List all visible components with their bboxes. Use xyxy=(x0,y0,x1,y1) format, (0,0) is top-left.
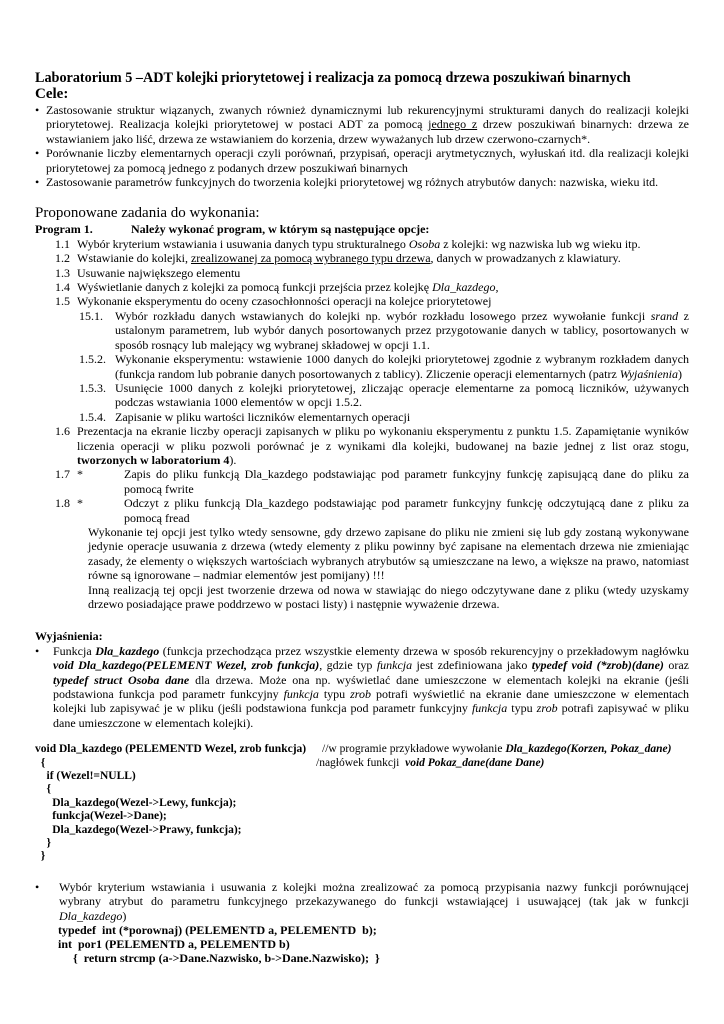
code-line: { xyxy=(35,783,52,796)
goals-heading: Cele: xyxy=(35,86,69,102)
code-line: funkcja(Wezel->Dane); xyxy=(35,810,167,823)
program-heading: Program 1. Należy wykonać program, w którym są następujące opcje: xyxy=(35,222,430,237)
option-note: Inną realizacją tej opcji jest tworzenie drzewa od nowa w stawiając do niego odczytywane dane z pliku (wtedy uzyskamy drzewo posiadające prawe poddrzewo w postaci listy) i następnie wyważenie drzewa. xyxy=(88,582,689,611)
code-line: Dla_kazdego(Wezel->Prawy, funkcja); xyxy=(35,823,242,836)
sub-option-item: 1.5.2. Wykonanie eksperymentu: wstawienie 1000 danych do kolejki priorytetowej zgodnie z wybranym rozkładem danych (funkcja random lub pobranie danych posortowanych z tablicy). Zliczenie operacji elementarnych (patrz Wyjaśnienia) xyxy=(79,352,689,381)
goal-item: • Zastosowanie struktur wiązanych, zwanych również dynamicznymi lub rekurencyjnymi strukturami danych do realizacji kolejki priorytetowej. Realizacja kolejki priorytetowej w postaci ADT za pomocą jednego z drzew poszukiwań binarnych: drzewa ze wstawianiem jako liść, drzewa ze wstawianiem do korzenia, drzew wyważanych lub drzew czerwono-czarnych*. xyxy=(35,103,689,146)
goals-list xyxy=(35,103,689,189)
bullet-icon: • xyxy=(35,643,40,658)
goal-item: • Porównanie liczby elementarnych operacji czyli porównań, przypisań, operacji arytmetycznych, wyłuskań itd. dla realizacji kolejki priorytetowej za pomocą jednego z podanych drzew poszukiwań binarnych xyxy=(35,146,689,175)
option-item: 1.2 Wstawianie do kolejki, zrealizowanej za pomocą wybranego typu drzewa, danych w prowadzanych z klawiatury. xyxy=(55,251,621,266)
code-comment: //w programie przykładowe wywołanie Dla_kazdego(Korzen, Pokaz_dane) xyxy=(322,743,672,756)
document-title: Laboratorium 5 –ADT kolejki priorytetowej i realizacja za pomocą drzewa poszukiwań binarnych xyxy=(35,70,631,86)
code-line: } xyxy=(35,836,52,849)
option-item: 1.6 Prezentacja na ekranie liczby operacji zapisanych w pliku po wykonaniu eksperymentu z punktu 1.5. Zapamiętanie wyników liczenia operacji w pliku pozwoli porównać je z wynikami dla kolejki, budowanej na bazie jednej z list oraz stogu, tworzonych w laboratorium 4). xyxy=(55,424,689,467)
sub-option-item: 1.5.3. Usunięcie 1000 danych z kolejki priorytetowej, zliczając operacje elementarne za pomocą liczników, używanych podczas wstawiania 1000 elementów w opcji 1.5.2. xyxy=(79,380,689,410)
code-line: if (Wezel!=NULL) xyxy=(35,770,136,783)
code-line: { return strcmp (a->Dane.Nazwisko, b->Dane.Nazwisko); } xyxy=(58,950,380,965)
code-line: void Dla_kazdego (PELEMENTD Wezel, zrob funkcja) //w programie przykładowe wywołanie Dla_kazdego(Korzen, Pokaz_dane) xyxy=(35,743,672,756)
bullet-icon: • xyxy=(35,146,40,161)
tasks-heading: Proponowane zadania do wykonania: xyxy=(35,205,260,222)
sub-option-item: 1.5.4. Zapisanie w pliku wartości liczników elementarnych operacji xyxy=(79,409,411,424)
option-item: 1.8 * Odczyt z pliku funkcją Dla_kazdego podstawiając pod parametr funkcyjny funkcję odczytującą dane z pliku za pomocą fread xyxy=(55,496,689,525)
underlined-text: jednego z xyxy=(428,117,478,132)
bullet-icon: • xyxy=(35,103,40,117)
code-line: { /nagłówek funkcji void Pokaz_dane(dane Dane) xyxy=(35,756,545,769)
explanation-item: • Funkcja Dla_kazdego (funkcja przechodząca przez wszystkie elementy drzewa w sposób rekurencyjny o przekładowym nagłówku void Dla_kazdego(PELEMENT Wezel, zrob funkcja), gdzie typ funkcja jest zdefiniowana jako typedef void (*zrob)(dane) oraz typedef struct Osoba dane dla drzewa. Może ona np. wyświetlać dane umieszczone w elementach kolejki na ekranie (jeśli podstawiona funkcja pod parametr funkcyjny funkcja typu zrob potrafi wyświetlić na ekranie dane umieszczone w elementach kolejki lub zapisywać je w pliku (jeśli podstawiona funkcja pod parametr funkcyjny funkcja typu zrob potrafi zapisywać w pliku dane umieszczone w elementach kolejki). xyxy=(35,643,690,730)
option-item: 1.4 Wyświetlanie danych z kolejki za pomocą funkcji przejścia przez kolejkę Dla_kazdego, xyxy=(55,280,499,295)
option-note: Wykonanie tej opcji jest tylko wtedy sensowne, gdy drzewo zapisane do pliku nie zmieni się lub gdy zostaną wykonywane jedynie operacje usuwania z drzewa (wtedy elementy z pliku powinny być zapisane na elementach drzewa nie zmieniając zasady, że elementy o większych wartościach wybranych atrybutów są umieszczane na lewo, a większe na prawo, natomiast równe są ignorowane – nadmiar elementów jest pomijany) !!! xyxy=(88,524,689,583)
code-line: typedef int (*porownaj) (PELEMENTD a, PELEMENTD b); xyxy=(58,922,377,937)
goal-item: • Zastosowanie parametrów funkcyjnych do tworzenia kolejki priorytetowej wg różnych atrybutów danych: nazwiska, wieku itd. xyxy=(35,175,659,190)
bullet-icon: • xyxy=(35,879,40,894)
option-item: 1.5 Wykonanie eksperymentu do oceny czasochłonności operacji na kolejce priorytetowej xyxy=(55,294,492,309)
code-line: int por1 (PELEMENTD a, PELEMENTD b) xyxy=(58,936,290,951)
code-line: Dla_kazdego(Wezel->Lewy, funkcja); xyxy=(35,796,237,809)
option-item: 1.3 Usuwanie największego elementu xyxy=(55,265,241,280)
code-line: } xyxy=(35,850,46,863)
option-item: 1.1 Wybór kryterium wstawiania i usuwania danych typu strukturalnego Osoba z kolejki: wg nazwiska lub wg wieku itp. xyxy=(55,236,641,251)
explanation-item: • Wybór kryterium wstawiania i usuwania z kolejki można zrealizować za pomocą przypisania nazwy funkcji porównującej wybrany atrybut do parametru funkcyjnego przekazywanego do funkcji wstawiającej i usuwającej (tak jak w funkcji Dla_kazdego) xyxy=(35,879,689,923)
document-page xyxy=(35,70,689,965)
explanations-heading: Wyjaśnienia: xyxy=(35,629,103,644)
code-comment: /nagłówek funkcji void Pokaz_dane(dane Dane) xyxy=(316,756,545,769)
code-block xyxy=(35,743,689,864)
bullet-icon: • xyxy=(35,175,40,190)
option-item: 1.7 * Zapis do pliku funkcją Dla_kazdego podstawiając pod parametr funkcyjny funkcję zapisującą dane do pliku za pomocą fwrite xyxy=(55,467,689,496)
sub-option-item: 15.1. Wybór rozkładu danych wstawianych do kolejki np. wybór rozkładu losowego przez wywołanie funkcji srand z ustalonym parametrem, lub wybór danych posortowanych przez przygotowanie danych w tablicy, posortowanych w sposób rosnący lub malejący wg wybranej składowej w opcji 1.1. xyxy=(79,308,689,352)
